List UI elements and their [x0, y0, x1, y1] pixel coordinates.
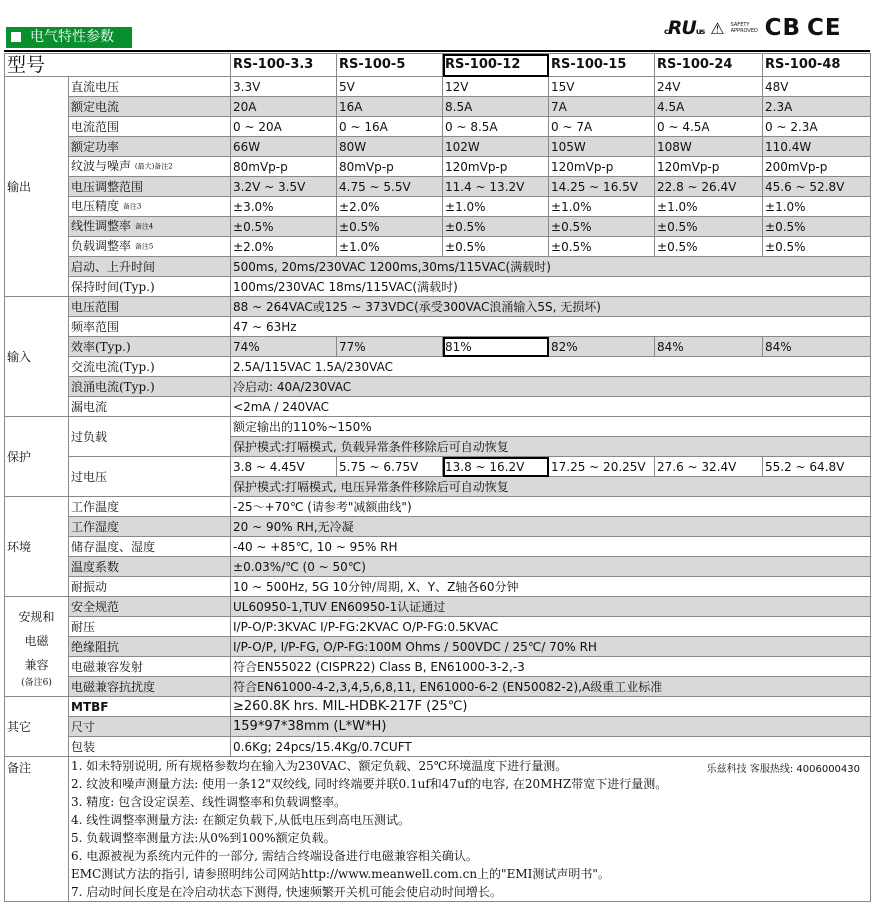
cell: 3.8 ~ 4.45V	[231, 457, 337, 477]
cell: 27.6 ~ 32.4V	[655, 457, 763, 477]
row-label: 安全规范	[69, 597, 231, 617]
category-line: 电磁	[24, 633, 49, 648]
model-cell: RS-100-48	[763, 54, 871, 77]
square-icon	[11, 32, 21, 42]
cell: 74%	[231, 337, 337, 357]
cell: 4.5A	[655, 97, 763, 117]
cell: ±0.5%	[763, 217, 871, 237]
row-label: 过负载	[69, 417, 231, 457]
cell: ±0.5%	[443, 217, 549, 237]
spec-table	[4, 53, 871, 902]
cell: 48V	[763, 77, 871, 97]
cell: ±0.5%	[655, 237, 763, 257]
remark-line: 4. 线性调整率测量方法: 在额定负载下,从低电压到高电压测试。	[71, 813, 410, 827]
spec-row	[5, 297, 871, 317]
row-label: 尺寸	[69, 717, 231, 737]
cell: -40 ~ +85℃, 10 ~ 95% RH	[231, 537, 871, 557]
category-other: 其它	[5, 697, 69, 757]
category-safety-emc	[5, 597, 69, 697]
remark-line: 1. 如未特别说明, 所有规格参数均在输入为230VAC、额定负载、25℃环境温度下进行量测。	[71, 759, 568, 773]
section-header	[6, 27, 132, 48]
cell: 5V	[337, 77, 443, 97]
remarks-row	[5, 757, 871, 902]
cell: 7A	[549, 97, 655, 117]
spec-row	[5, 237, 871, 257]
cell: 额定输出的110%~150%	[231, 417, 871, 437]
cell: 14.25 ~ 16.5V	[549, 177, 655, 197]
cell: 80mVp-p	[337, 157, 443, 177]
row-label: 额定功率	[69, 137, 231, 157]
cell: 22.8 ~ 26.4V	[655, 177, 763, 197]
cell: 15V	[549, 77, 655, 97]
cell: ±0.5%	[443, 237, 549, 257]
cell: I/P-O/P:3KVAC I/P-FG:2KVAC O/P-FG:0.5KVAC	[231, 617, 871, 637]
cell: 0 ~ 16A	[337, 117, 443, 137]
model-cell: RS-100-24	[655, 54, 763, 77]
remark-line: 5. 负载调整率测量方法:从0%到100%额定负载。	[71, 831, 336, 845]
category-line: 安规和	[18, 609, 55, 624]
cell: 55.2 ~ 64.8V	[763, 457, 871, 477]
cell: 110.4W	[763, 137, 871, 157]
tuv-triangle-icon: ⚠	[710, 18, 725, 38]
row-label: 直流电压	[69, 77, 231, 97]
row-label: 耐压	[69, 617, 231, 637]
spec-row	[5, 217, 871, 237]
ce-mark: CE	[807, 15, 842, 41]
category-remarks: 备注	[5, 757, 69, 902]
model-cell: RS-100-5	[337, 54, 443, 77]
spec-row	[5, 157, 871, 177]
spec-row	[5, 577, 871, 597]
cell: ±1.0%	[443, 197, 549, 217]
row-label: 额定电流	[69, 97, 231, 117]
note-ref: (最大)备注2	[134, 162, 173, 171]
cell: 24V	[655, 77, 763, 97]
spec-row	[5, 417, 871, 437]
cell: 77%	[337, 337, 443, 357]
remark-line: EMC测试方法的指引, 请参照明纬公司网站http://www.meanwell.com.cn上的"EMI测试声明书"。	[71, 867, 610, 881]
cell: 0 ~ 7A	[549, 117, 655, 137]
tuv-note: SAFETY APPROVED	[730, 22, 758, 34]
cell: 3.2V ~ 3.5V	[231, 177, 337, 197]
spec-row	[5, 377, 871, 397]
hotline: 乐兹科技 客服热线: 4006000430	[706, 764, 861, 775]
spec-row	[5, 677, 871, 697]
spec-row	[5, 277, 871, 297]
cell-highlighted: 13.8 ~ 16.2V	[443, 457, 549, 477]
spec-row	[5, 197, 871, 217]
cell: ±0.5%	[549, 217, 655, 237]
cell: 保护模式:打嗝模式, 电压异常条件移除后可自动恢复	[231, 477, 871, 497]
spec-row	[5, 357, 871, 377]
row-label: 工作湿度	[69, 517, 231, 537]
cell: 0 ~ 4.5A	[655, 117, 763, 137]
cell: -25～+70℃ (请参考"减额曲线")	[231, 497, 871, 517]
spec-row	[5, 717, 871, 737]
spec-row	[5, 517, 871, 537]
cell: ±0.5%	[549, 237, 655, 257]
model-cell: RS-100-3.3	[231, 54, 337, 77]
cell: 4.75 ~ 5.5V	[337, 177, 443, 197]
cell: 88 ~ 264VAC或125 ~ 373VDC(承受300VAC浪涌输入5S, 无损坏)	[231, 297, 871, 317]
cell: 保护模式:打嗝模式, 负载异常条件移除后可自动恢复	[231, 437, 871, 457]
cell: 11.4 ~ 13.2V	[443, 177, 549, 197]
spec-row	[5, 597, 871, 617]
cell: UL60950-1,TUV EN60950-1认证通过	[231, 597, 871, 617]
spec-row	[5, 177, 871, 197]
spec-row	[5, 617, 871, 637]
row-label: 电磁兼容发射	[69, 657, 231, 677]
row-label: 纹波与噪声 (最大)备注2	[69, 157, 231, 177]
remark-line: 6. 电源被视为系统内元件的一部分, 需结合终端设备进行电磁兼容相关确认。	[71, 849, 478, 863]
model-cell: RS-100-15	[549, 54, 655, 77]
cell: 12V	[443, 77, 549, 97]
cell: 20A	[231, 97, 337, 117]
cell: 47 ~ 63Hz	[231, 317, 871, 337]
spec-row	[5, 137, 871, 157]
cell: 0.6Kg; 24pcs/15.4Kg/0.7CUFT	[231, 737, 871, 757]
row-label: 绝缘阻抗	[69, 637, 231, 657]
cell: 3.3V	[231, 77, 337, 97]
row-label: 电磁兼容抗扰度	[69, 677, 231, 697]
cell: ±2.0%	[337, 197, 443, 217]
ul-mark: cRUus	[664, 17, 705, 39]
remarks-cell	[69, 757, 871, 902]
certification-marks	[664, 14, 842, 42]
spec-row	[5, 737, 871, 757]
row-label: 储存温度、湿度	[69, 537, 231, 557]
cell: ±1.0%	[655, 197, 763, 217]
cell: ±3.0%	[231, 197, 337, 217]
cell: 80mVp-p	[231, 157, 337, 177]
remark-line: 2. 纹波和噪声测量方法: 使用一条12"双绞线, 同时终端要并联0.1uf和47uf的电容, 在20MHZ带宽下进行量测。	[71, 777, 668, 791]
cell: ≥260.8K hrs. MIL-HDBK-217F (25℃)	[231, 697, 871, 717]
row-label: 电流范围	[69, 117, 231, 137]
spec-row	[5, 97, 871, 117]
cell: ±0.5%	[655, 217, 763, 237]
row-label: 负载调整率 备注5	[69, 237, 231, 257]
cb-mark: CB	[764, 15, 802, 41]
cell: 8.5A	[443, 97, 549, 117]
cell: 0 ~ 2.3A	[763, 117, 871, 137]
cell: 符合EN61000-4-2,3,4,5,6,8,11, EN61000-6-2 (EN50082-2),A级重工业标准	[231, 677, 871, 697]
header-rule	[4, 50, 870, 52]
spec-row	[5, 537, 871, 557]
cell: 5.75 ~ 6.75V	[337, 457, 443, 477]
row-label: 保持时间(Typ.)	[69, 277, 231, 297]
cell: 66W	[231, 137, 337, 157]
spec-row	[5, 117, 871, 137]
row-label: 耐振动	[69, 577, 231, 597]
row-label: 效率(Typ.)	[69, 337, 231, 357]
spec-row	[5, 397, 871, 417]
row-label: 浪涌电流(Typ.)	[69, 377, 231, 397]
note-ref: 备注4	[134, 222, 154, 231]
category-output: 输出	[5, 77, 69, 297]
row-label: 电压范围	[69, 297, 231, 317]
note-ref: 备注3	[122, 202, 142, 211]
cell: ±1.0%	[549, 197, 655, 217]
row-label: 电压精度 备注3	[69, 197, 231, 217]
row-label: 漏电流	[69, 397, 231, 417]
cell: 80W	[337, 137, 443, 157]
spec-row	[5, 557, 871, 577]
cell: 200mVp-p	[763, 157, 871, 177]
row-label: 频率范围	[69, 317, 231, 337]
cell: ±0.03%/℃ (0 ~ 50℃)	[231, 557, 871, 577]
spec-row	[5, 657, 871, 677]
cell: 500ms, 20ms/230VAC 1200ms,30ms/115VAC(满载时)	[231, 257, 871, 277]
row-label: 交流电流(Typ.)	[69, 357, 231, 377]
row-label: 线性调整率 备注4	[69, 217, 231, 237]
cell: I/P-O/P, I/P-FG, O/P-FG:100M Ohms / 500VDC / 25℃/ 70% RH	[231, 637, 871, 657]
cell: ±0.5%	[231, 217, 337, 237]
cell: <2mA / 240VAC	[231, 397, 871, 417]
model-label: 型号	[5, 54, 231, 77]
row-label: 温度系数	[69, 557, 231, 577]
cell: 符合EN55022 (CISPR22) Class B, EN61000-3-2,-3	[231, 657, 871, 677]
spec-row	[5, 257, 871, 277]
cell: 84%	[655, 337, 763, 357]
cell: 159*97*38mm (L*W*H)	[231, 717, 871, 737]
row-label: MTBF	[69, 697, 231, 717]
model-cell-highlighted: RS-100-12	[443, 54, 549, 77]
cell: 100ms/230VAC 18ms/115VAC(满载时)	[231, 277, 871, 297]
cell: 108W	[655, 137, 763, 157]
cell: ±0.5%	[763, 237, 871, 257]
row-label: 工作温度	[69, 497, 231, 517]
category-line: 兼容	[24, 657, 49, 672]
cell: 17.25 ~ 20.25V	[549, 457, 655, 477]
spec-row	[5, 457, 871, 477]
row-label: 启动、上升时间	[69, 257, 231, 277]
cell: 2.5A/115VAC 1.5A/230VAC	[231, 357, 871, 377]
remark-line: 7. 启动时间长度是在冷启动状态下测得, 快速频繁开关机可能会使启动时间增长。	[71, 885, 502, 899]
section-header-label: 电气特性参数	[30, 29, 114, 45]
cell: 84%	[763, 337, 871, 357]
cell: 20 ~ 90% RH,无冷凝	[231, 517, 871, 537]
category-note: (备注6)	[21, 677, 52, 688]
cell: 105W	[549, 137, 655, 157]
category-input: 输入	[5, 297, 69, 417]
cell: 10 ~ 500Hz, 5G 10分钟/周期, X、Y、Z轴各60分钟	[231, 577, 871, 597]
cell: ±1.0%	[763, 197, 871, 217]
row-label: 包装	[69, 737, 231, 757]
row-label: 电压调整范围	[69, 177, 231, 197]
cell: 冷启动: 40A/230VAC	[231, 377, 871, 397]
cell: 45.6 ~ 52.8V	[763, 177, 871, 197]
spec-row	[5, 697, 871, 717]
cell: 120mVp-p	[655, 157, 763, 177]
spec-row	[5, 337, 871, 357]
cell: ±2.0%	[231, 237, 337, 257]
remark-line: 3. 精度: 包含设定误差、线性调整率和负载调整率。	[71, 795, 347, 809]
cell: 82%	[549, 337, 655, 357]
cell: 0 ~ 20A	[231, 117, 337, 137]
spec-row	[5, 497, 871, 517]
note-ref: 备注5	[134, 242, 154, 251]
cell: 2.3A	[763, 97, 871, 117]
spec-row	[5, 637, 871, 657]
cell: 16A	[337, 97, 443, 117]
category-protection: 保护	[5, 417, 69, 497]
spec-row	[5, 77, 871, 97]
cell: 120mVp-p	[443, 157, 549, 177]
cell: 102W	[443, 137, 549, 157]
category-environment: 环境	[5, 497, 69, 597]
cell: ±1.0%	[337, 237, 443, 257]
row-label: 过电压	[69, 457, 231, 497]
cell-highlighted: 81%	[443, 337, 549, 357]
spec-row	[5, 317, 871, 337]
model-row	[5, 54, 871, 77]
cell: ±0.5%	[337, 217, 443, 237]
cell: 0 ~ 8.5A	[443, 117, 549, 137]
cell: 120mVp-p	[549, 157, 655, 177]
